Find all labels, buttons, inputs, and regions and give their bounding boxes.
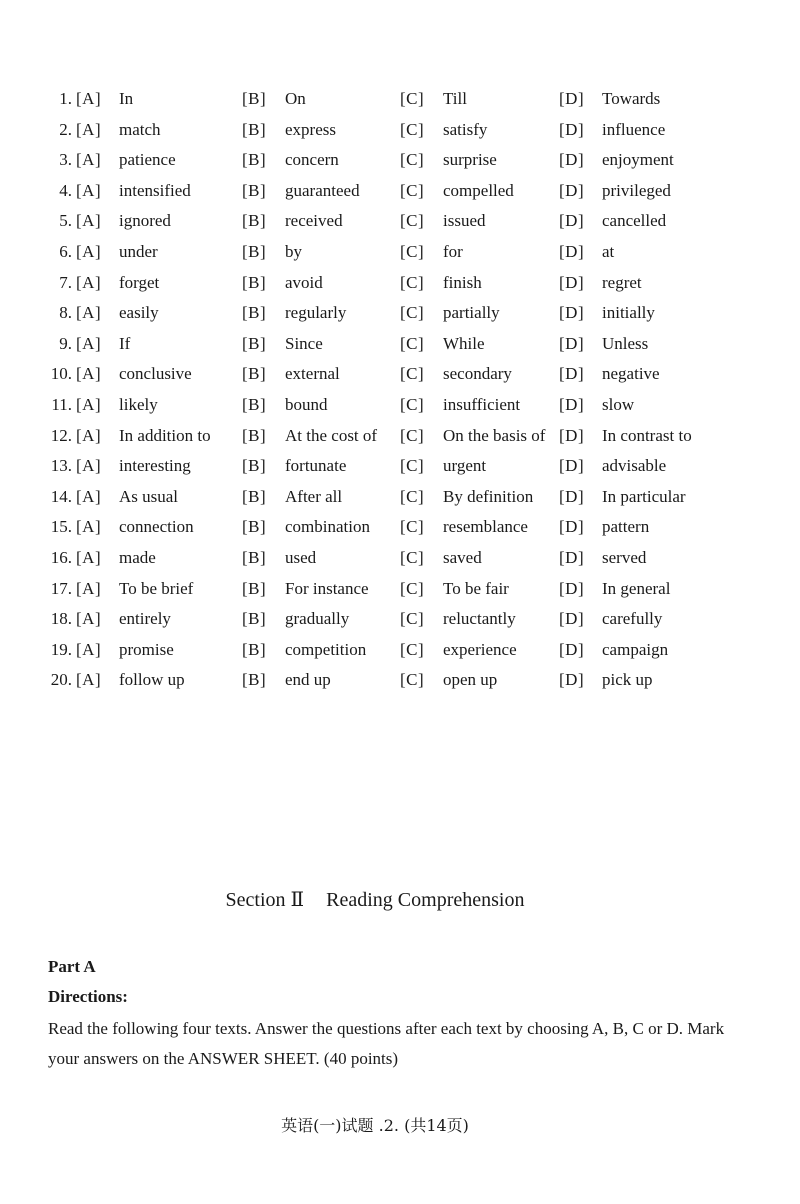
option-letter: [C] (400, 517, 425, 537)
option-letter: [C] (400, 578, 425, 598)
option-letter: [A] (76, 180, 102, 200)
section-numeral: Ⅱ (290, 889, 305, 911)
option-a (76, 390, 158, 421)
option-letter: [B] (242, 119, 267, 139)
question-number: 15. (50, 517, 72, 537)
option-text: At the cost of (285, 425, 378, 445)
option-letter: [B] (242, 333, 267, 353)
option-d (559, 176, 671, 207)
option-letter: [C] (400, 486, 425, 506)
question-number: 18. (50, 609, 72, 629)
option-text: In contrast to (602, 425, 692, 445)
question-row (0, 512, 800, 543)
option-letter: [A] (76, 639, 102, 659)
option-text: cancelled (602, 211, 667, 231)
option-text: gradually (285, 609, 350, 629)
option-text: slow (602, 394, 635, 414)
question-row (0, 176, 800, 207)
option-letter: [B] (242, 547, 267, 567)
option-d (559, 604, 662, 635)
option-letter: [D] (559, 180, 585, 200)
question-number: 16. (50, 547, 72, 567)
option-text: follow up (119, 670, 185, 690)
option-letter: [B] (242, 150, 267, 170)
option-letter: [A] (76, 364, 102, 384)
option-text: For instance (285, 578, 369, 598)
question-number: 1. (59, 89, 72, 108)
option-a (76, 574, 193, 605)
option-text: by (285, 241, 302, 261)
option-text: interesting (119, 456, 191, 476)
option-a (76, 176, 191, 207)
option-letter: [A] (76, 211, 102, 231)
option-text: satisfy (443, 119, 488, 139)
option-b (242, 665, 331, 696)
question-number: 10. (50, 364, 72, 384)
option-letter: [D] (559, 578, 585, 598)
option-a (76, 206, 171, 237)
option-text: resemblance (443, 517, 528, 537)
option-d (559, 482, 686, 513)
question-number: 9. (59, 333, 72, 353)
option-d (559, 145, 674, 176)
option-letter: [B] (242, 241, 267, 261)
option-d (559, 268, 642, 299)
option-text: negative (602, 364, 660, 384)
option-letter: [C] (400, 394, 425, 414)
question-number: 20. (50, 670, 72, 690)
option-text: advisable (602, 456, 667, 476)
option-text: On (285, 89, 306, 108)
option-text: privileged (602, 180, 671, 200)
option-text: intensified (119, 180, 191, 200)
option-letter: [C] (400, 364, 425, 384)
option-letter: [B] (242, 517, 267, 537)
question-row (0, 329, 800, 360)
question-row (0, 635, 800, 666)
option-a (76, 237, 158, 268)
option-a (76, 665, 185, 696)
option-text: Till (443, 89, 467, 108)
option-c (400, 543, 482, 574)
option-b (242, 635, 366, 666)
part-title: Part A (48, 957, 96, 976)
option-b (242, 176, 360, 207)
option-letter: [B] (242, 364, 267, 384)
option-letter: [A] (76, 609, 102, 629)
option-text: external (285, 364, 340, 384)
option-b (242, 604, 349, 635)
option-c (400, 604, 516, 635)
option-letter: [B] (242, 272, 267, 292)
option-text: Since (285, 333, 323, 353)
option-b (242, 359, 340, 390)
option-letter: [A] (76, 486, 102, 506)
option-letter: [B] (242, 211, 267, 231)
option-letter: [B] (242, 89, 267, 108)
option-a (76, 268, 159, 299)
cloze-options-grid (0, 84, 800, 696)
option-text: reluctantly (443, 609, 516, 629)
option-b (242, 390, 328, 421)
option-b (242, 482, 342, 513)
option-text: By definition (443, 486, 534, 506)
option-letter: [C] (400, 609, 425, 629)
question-row (0, 115, 800, 146)
option-c (400, 451, 486, 482)
option-letter: [A] (76, 119, 102, 139)
option-a (76, 451, 191, 482)
option-text: To be fair (443, 578, 509, 598)
question-number: 17. (50, 578, 72, 598)
option-text: bound (285, 394, 328, 414)
option-text: guaranteed (285, 180, 360, 200)
option-letter: [A] (76, 394, 102, 414)
option-text: concern (285, 150, 339, 170)
option-text: regularly (285, 303, 347, 323)
option-letter: [C] (400, 180, 425, 200)
option-letter: [D] (559, 333, 585, 353)
option-letter: [D] (559, 150, 585, 170)
question-row (0, 84, 800, 115)
option-d (559, 574, 670, 605)
option-c (400, 115, 487, 146)
page-footer: 英语(一)试题 .2. (共14页) (281, 1116, 469, 1135)
option-letter: [D] (559, 456, 585, 476)
option-text: As usual (119, 486, 179, 506)
option-c (400, 359, 512, 390)
option-text: at (602, 241, 615, 261)
option-text: for (443, 241, 463, 261)
option-text: saved (443, 547, 482, 567)
question-row (0, 206, 800, 237)
question-row (0, 604, 800, 635)
option-text: combination (285, 517, 370, 537)
option-d (559, 84, 660, 115)
option-letter: [D] (559, 547, 585, 567)
option-c (400, 482, 533, 513)
option-b (242, 237, 302, 268)
question-row (0, 482, 800, 513)
option-letter: [C] (400, 456, 425, 476)
option-letter: [D] (559, 670, 585, 690)
question-row (0, 451, 800, 482)
option-text: end up (285, 670, 331, 690)
option-text: secondary (443, 364, 512, 384)
option-text: used (285, 547, 317, 567)
section-heading (0, 886, 750, 914)
option-c (400, 390, 520, 421)
option-letter: [A] (76, 547, 102, 567)
option-c (400, 176, 514, 207)
option-a (76, 543, 156, 574)
option-letter: [B] (242, 670, 267, 690)
option-text: campaign (602, 639, 669, 659)
section-title-text: Reading Comprehension (326, 889, 525, 911)
option-text: While (443, 333, 485, 353)
option-c (400, 421, 545, 452)
question-row (0, 421, 800, 452)
option-b (242, 421, 377, 452)
option-c (400, 145, 497, 176)
option-b (242, 115, 336, 146)
question-row (0, 237, 800, 268)
question-row (0, 298, 800, 329)
option-text: connection (119, 517, 194, 537)
option-letter: [C] (400, 670, 425, 690)
option-letter: [A] (76, 272, 102, 292)
option-text: surprise (443, 150, 497, 170)
option-text: open up (443, 670, 498, 690)
option-text: finish (443, 272, 482, 292)
option-letter: [D] (559, 119, 585, 139)
option-letter: [D] (559, 211, 585, 231)
option-letter: [C] (400, 639, 425, 659)
option-text: urgent (443, 456, 487, 476)
option-letter: [C] (400, 425, 425, 445)
option-a (76, 512, 194, 543)
option-c (400, 298, 500, 329)
option-a (76, 635, 174, 666)
option-d (559, 512, 649, 543)
option-d (559, 115, 665, 146)
option-c (400, 635, 517, 666)
option-d (559, 451, 666, 482)
option-text: regret (602, 272, 642, 292)
option-d (559, 543, 646, 574)
directions-label: Directions: (48, 987, 128, 1006)
option-text: patience (119, 150, 176, 170)
option-text: pattern (602, 517, 650, 537)
question-row (0, 390, 800, 421)
option-b (242, 84, 306, 115)
option-text: entirely (119, 609, 171, 629)
option-a (76, 604, 171, 635)
option-text: Towards (602, 89, 661, 108)
question-number: 13. (50, 456, 72, 476)
question-row (0, 359, 800, 390)
option-a (76, 145, 176, 176)
option-text: enjoyment (602, 150, 674, 170)
question-number: 6. (59, 241, 72, 261)
option-text: served (602, 547, 647, 567)
option-letter: [D] (559, 517, 585, 537)
option-text: In addition to (119, 425, 211, 445)
option-letter: [A] (76, 241, 102, 261)
option-text: competition (285, 639, 367, 659)
option-text: In particular (602, 486, 686, 506)
option-letter: [C] (400, 241, 425, 261)
option-text: made (119, 547, 156, 567)
option-text: After all (285, 486, 343, 506)
section-label: Section (225, 889, 286, 911)
option-letter: [A] (76, 303, 102, 323)
option-letter: [C] (400, 119, 425, 139)
option-letter: [B] (242, 425, 267, 445)
option-d (559, 421, 692, 452)
option-letter: [B] (242, 486, 267, 506)
option-text: pick up (602, 670, 653, 690)
option-a (76, 421, 211, 452)
option-letter: [B] (242, 578, 267, 598)
option-letter: [D] (559, 394, 585, 414)
option-letter: [A] (76, 578, 102, 598)
option-letter: [C] (400, 211, 425, 231)
option-letter: [C] (400, 272, 425, 292)
option-letter: [C] (400, 303, 425, 323)
option-c (400, 206, 486, 237)
directions-text: Read the following four texts. Answer the questions after each text by choosing A, B, C or D. Mark your answers on the ANSWER SHEET. (40 points) (48, 1019, 725, 1068)
option-a (76, 482, 178, 513)
option-text: express (285, 119, 336, 139)
option-c (400, 329, 485, 360)
question-number: 11. (51, 394, 72, 414)
option-letter: [B] (242, 394, 267, 414)
option-b (242, 451, 346, 482)
option-letter: [B] (242, 609, 267, 629)
option-text: initially (602, 303, 655, 323)
question-row (0, 268, 800, 299)
option-text: partially (443, 303, 500, 323)
option-d (559, 390, 634, 421)
option-text: fortunate (285, 456, 347, 476)
option-c (400, 268, 482, 299)
option-letter: [D] (559, 639, 585, 659)
option-b (242, 329, 323, 360)
option-c (400, 665, 497, 696)
option-letter: [D] (559, 89, 585, 108)
option-d (559, 237, 614, 268)
option-text: experience (443, 639, 517, 659)
option-letter: [B] (242, 303, 267, 323)
option-text: avoid (285, 272, 323, 292)
question-row (0, 574, 800, 605)
option-text: under (119, 241, 158, 261)
option-d (559, 298, 655, 329)
question-number: 12. (50, 425, 72, 445)
option-a (76, 84, 133, 115)
option-text: received (285, 211, 343, 231)
option-letter: [C] (400, 333, 425, 353)
option-d (559, 206, 666, 237)
question-number: 2. (59, 119, 72, 139)
option-letter: [A] (76, 333, 102, 353)
option-c (400, 574, 509, 605)
option-b (242, 574, 369, 605)
question-number: 14. (50, 486, 72, 506)
option-letter: [A] (76, 425, 102, 445)
question-number: 5. (59, 211, 72, 231)
option-a (76, 359, 192, 390)
option-text: influence (602, 119, 666, 139)
option-letter: [B] (242, 456, 267, 476)
question-number: 7. (59, 272, 72, 292)
option-text: conclusive (119, 364, 192, 384)
option-letter: [D] (559, 486, 585, 506)
option-text: carefully (602, 609, 663, 629)
question-row (0, 665, 800, 696)
option-letter: [D] (559, 364, 585, 384)
option-text: To be brief (119, 578, 194, 598)
option-letter: [D] (559, 241, 585, 261)
option-c (400, 84, 467, 115)
option-text: match (119, 119, 161, 139)
option-d (559, 665, 653, 696)
option-text: easily (119, 303, 159, 323)
option-b (242, 206, 343, 237)
option-c (400, 237, 463, 268)
option-d (559, 329, 648, 360)
option-letter: [A] (76, 456, 102, 476)
option-c (400, 512, 528, 543)
option-b (242, 268, 323, 299)
question-number: 4. (59, 180, 72, 200)
option-letter: [C] (400, 150, 425, 170)
option-text: Unless (602, 333, 649, 353)
option-letter: [A] (76, 517, 102, 537)
question-number: 19. (50, 639, 72, 659)
option-text: In (119, 89, 134, 108)
option-letter: [C] (400, 89, 425, 108)
question-row (0, 543, 800, 574)
option-letter: [D] (559, 303, 585, 323)
question-number: 8. (59, 303, 72, 323)
option-text: compelled (443, 180, 514, 200)
option-letter: [A] (76, 150, 102, 170)
option-d (559, 635, 668, 666)
option-b (242, 512, 370, 543)
option-text: insufficient (443, 394, 521, 414)
option-text: likely (119, 394, 158, 414)
option-a (76, 298, 159, 329)
option-text: forget (119, 272, 160, 292)
option-text: On the basis of (443, 425, 546, 445)
option-letter: [B] (242, 639, 267, 659)
option-text: issued (443, 211, 486, 231)
option-b (242, 298, 346, 329)
question-number: 3. (59, 150, 72, 170)
question-row (0, 145, 800, 176)
option-letter: [D] (559, 425, 585, 445)
option-letter: [A] (76, 670, 102, 690)
option-a (76, 329, 130, 360)
option-text: In general (602, 578, 671, 598)
option-letter: [D] (559, 272, 585, 292)
option-b (242, 145, 339, 176)
option-text: If (119, 333, 131, 353)
option-text: promise (119, 639, 174, 659)
option-letter: [D] (559, 609, 585, 629)
option-text: ignored (119, 211, 171, 231)
option-b (242, 543, 316, 574)
option-d (559, 359, 660, 390)
option-letter: [C] (400, 547, 425, 567)
option-letter: [A] (76, 89, 102, 108)
option-letter: [B] (242, 180, 267, 200)
option-a (76, 115, 161, 146)
